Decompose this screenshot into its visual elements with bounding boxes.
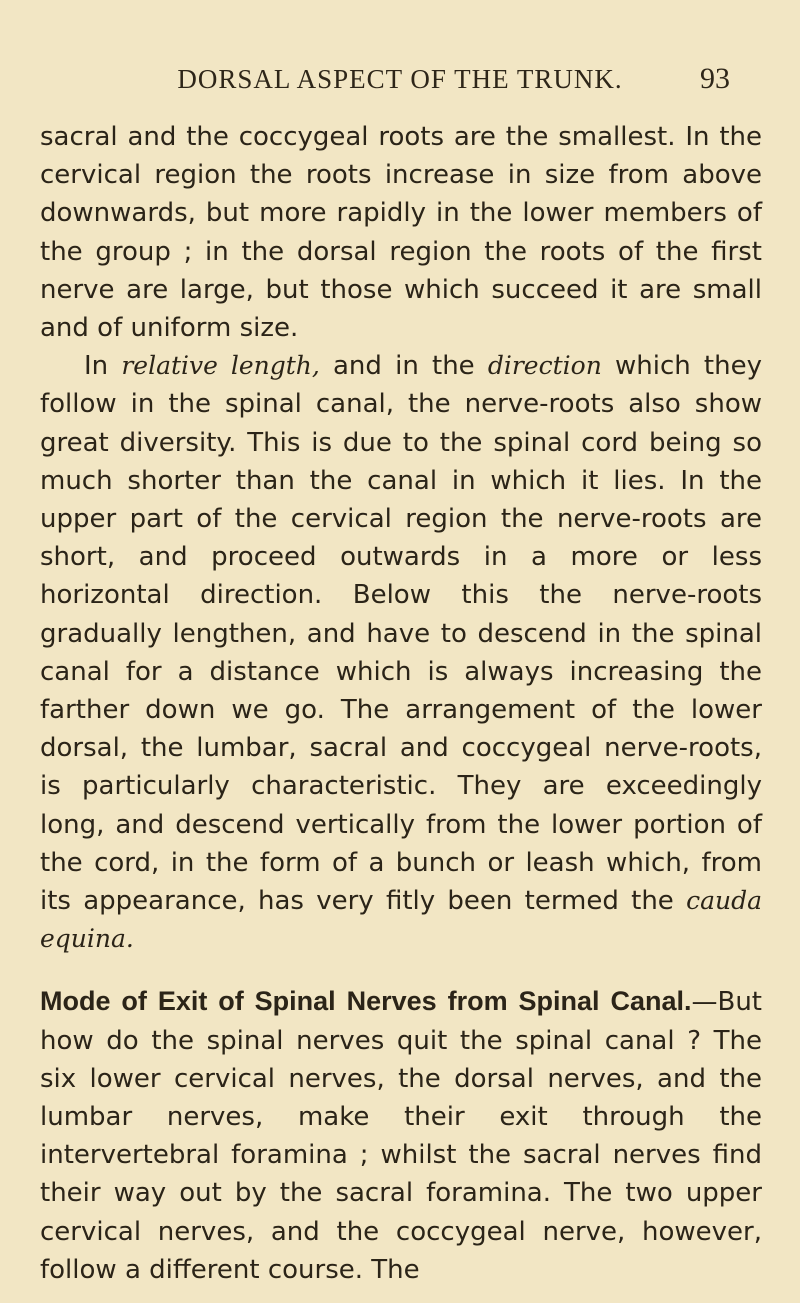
paragraph-2: [40, 347, 762, 958]
paragraph-3: [40, 982, 762, 1289]
paragraph-1: sacral and the coccygeal roots are the smallest. In the cervical region the roots increase in size from above downwards, but more rapidly in the lower members of the group ; in the dorsal region the roots of the first nerve are large, but those which succeed it are small and of uniform size.: [40, 122, 762, 344]
paragraph-3-text: —But how do the spinal nerves quit the spinal canal ? The six lower cervical nerves, the dorsal nerves, and the lumbar nerves, make their exit through the intervertebral foramina ; whilst the sacral nerves find their way out by the sacral foramina. The two upper cervical nerves, and the coccygeal nerve, however, follow a different course. The: [40, 987, 762, 1285]
page-number: 93: [700, 62, 730, 95]
paragraph-2-text-b: and in the: [319, 351, 488, 382]
paragraph-2-text-c: which they follow in the spinal canal, the nerve-roots also show great diversity. This is due to the spinal cord being so much shorter than the canal in which it lies. In the upper part of the cervical region the nerve-roots are short, and proceed outwards in a more or less horizontal direction. Below this the nerve-roots gradually lengthen, and have to descend in the spinal canal for a distance which is always increasing the farther down we go. The arrangement of the lower dorsal, the lumbar, sacral and coccygeal nerve-roots, is particularly characteristic. They are exceedingly long, and descend vertically from the lower portion of the cord, in the form of a bunch or leash which, from its appearance, has very fitly been termed the: [40, 351, 762, 917]
section-heading: Mode of Exit of Spinal Nerves from Spinal Canal.: [40, 986, 692, 1017]
paragraph-2-text-a: In: [84, 351, 122, 382]
body-text: [40, 118, 762, 1289]
emphasis-cauda-equina: cauda equina.: [40, 886, 762, 954]
emphasis-direction: direction: [487, 351, 602, 381]
running-head: DORSAL ASPECT OF THE TRUNK.: [177, 64, 623, 94]
emphasis-relative-length: relative length,: [121, 351, 320, 381]
